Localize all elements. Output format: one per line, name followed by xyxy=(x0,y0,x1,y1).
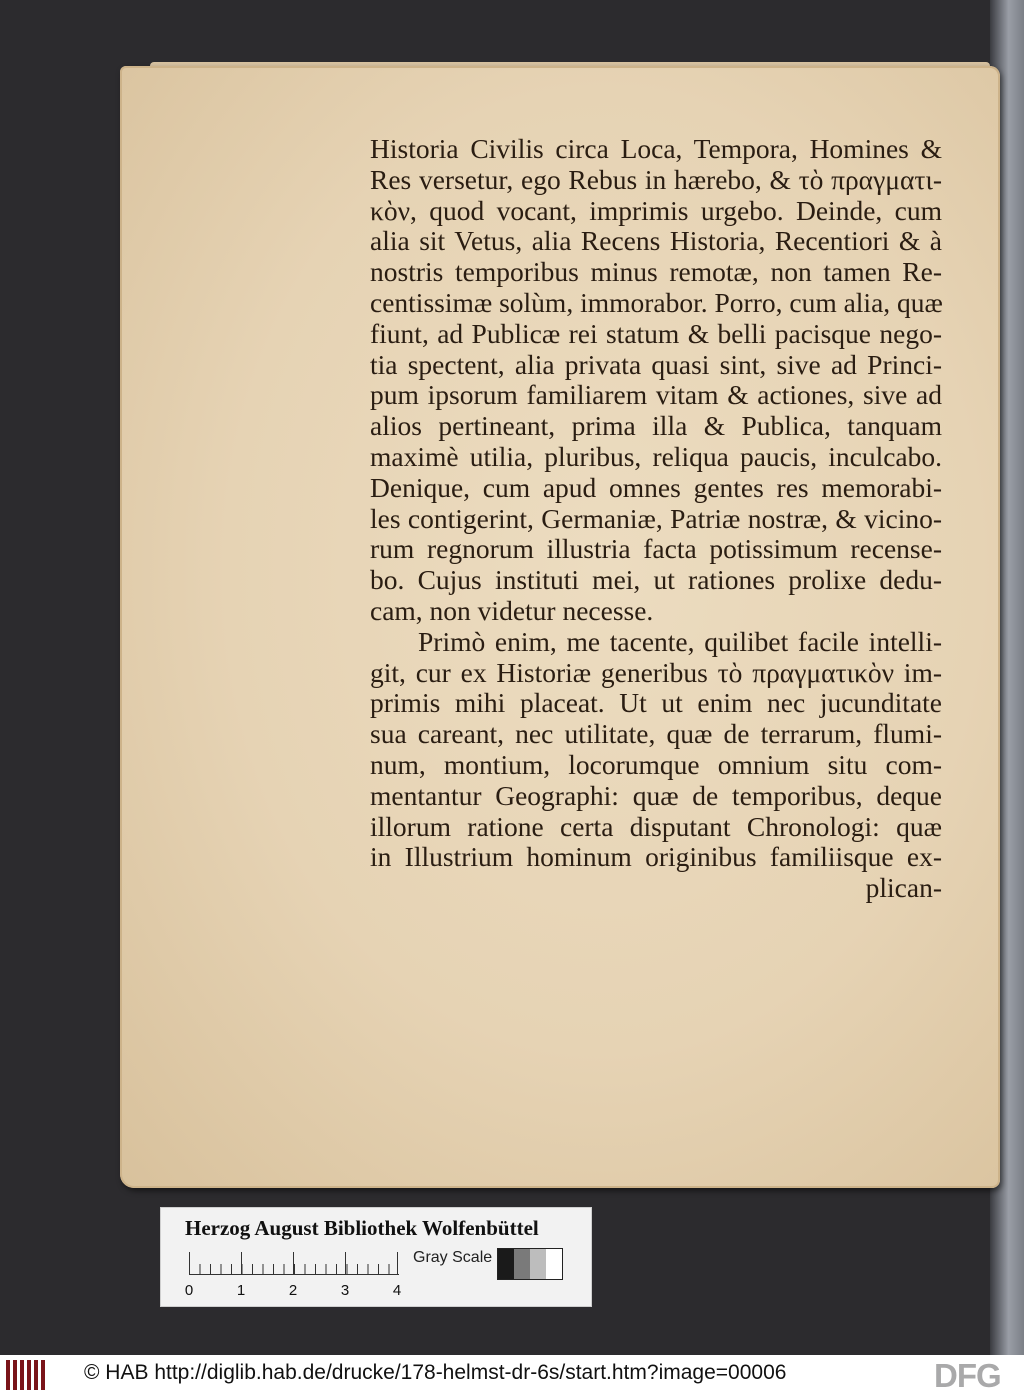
text-line: fiunt, ad Publicæ rei statum & belli pacisque nego- xyxy=(370,317,942,349)
text-line: alios pertineant, prima illa & Publica, tanquam xyxy=(370,410,942,442)
ruler-number: 0 xyxy=(184,1282,194,1299)
gray-scale-label: Gray Scale xyxy=(413,1249,493,1266)
text-line: Historia Civilis circa Loca, Tempora, Homines & xyxy=(370,133,942,164)
text-line: alia sit Vetus, alia Recens Historia, Recentiori & à xyxy=(370,225,942,257)
ruler-number: 1 xyxy=(236,1282,246,1299)
ruler-number: 3 xyxy=(340,1282,350,1299)
text-line: git, cur ex Historiæ generibus τὸ πραγματικὸν im- xyxy=(370,656,942,688)
text-line: rum regnorum illustria facta potissimum recense- xyxy=(370,533,942,565)
page-text xyxy=(370,134,942,904)
text-line: plican- xyxy=(865,872,942,904)
text-line: Res versetur, ego Rebus in hærebo, & τὸ πραγματι- xyxy=(370,163,942,195)
text-line: num, montium, locorumque omnium situ com- xyxy=(370,748,942,780)
text-line: Denique, cum apud omnes gentes res memorabi- xyxy=(370,471,942,503)
gray-swatch xyxy=(546,1249,562,1279)
library-name: Herzog August Bibliothek Wolfenbüttel xyxy=(185,1216,539,1240)
text-line: Primò enim, me tacente, quilibet facile intelli- xyxy=(418,625,942,657)
text-line: nostris temporibus minus remotæ, non tamen Re- xyxy=(370,256,942,288)
text-line: tia spectent, alia privata quasi sint, sive ad Princi- xyxy=(370,348,942,380)
cm-ruler xyxy=(189,1252,399,1275)
gray-swatch xyxy=(530,1249,546,1279)
text-line: mentantur Geographi: quæ de temporibus, deque xyxy=(370,779,942,811)
ruler-number: 4 xyxy=(392,1282,402,1299)
ruler-number: 2 xyxy=(288,1282,298,1299)
text-line: maximè utilia, pluribus, reliqua paucis, inculcabo. xyxy=(370,440,942,472)
text-line: κὸν, quod vocant, imprimis urgebo. Deinde, cum xyxy=(370,194,942,226)
text-line: sua careant, nec utilitate, quæ de terrarum, flumi- xyxy=(370,718,942,750)
gray-swatch xyxy=(514,1249,530,1279)
text-line: primis mihi placeat. Ut ut enim nec jucunditate xyxy=(370,687,942,719)
text-line: centissimæ solùm, immorabor. Porro, cum alia, quæ xyxy=(370,286,943,318)
dfg-logo: DFG xyxy=(934,1357,1001,1394)
hab-logo-icon xyxy=(6,1360,46,1390)
color-scale-card xyxy=(160,1207,592,1307)
gray-swatch xyxy=(498,1249,514,1279)
text-line: cam, non videtur necesse. xyxy=(370,594,654,626)
copyright-url[interactable]: © HAB http://diglib.hab.de/drucke/178-helmst-dr-6s/start.htm?image=00006 xyxy=(84,1361,787,1384)
text-line: in Illustrium hominum originibus familiisque ex- xyxy=(370,841,942,873)
text-line: bo. Cujus instituti mei, ut rationes prolixe dedu- xyxy=(370,564,942,596)
text-line: pum ipsorum familiarem vitam & actiones, sive ad xyxy=(370,379,942,411)
gray-scale-swatches xyxy=(497,1248,563,1280)
footer-bar xyxy=(0,1355,1024,1396)
text-line: les contigerint, Germaniæ, Patriæ nostræ, & vicino- xyxy=(370,502,942,534)
text-line: illorum ratione certa disputant Chronologi: quæ xyxy=(370,810,942,842)
